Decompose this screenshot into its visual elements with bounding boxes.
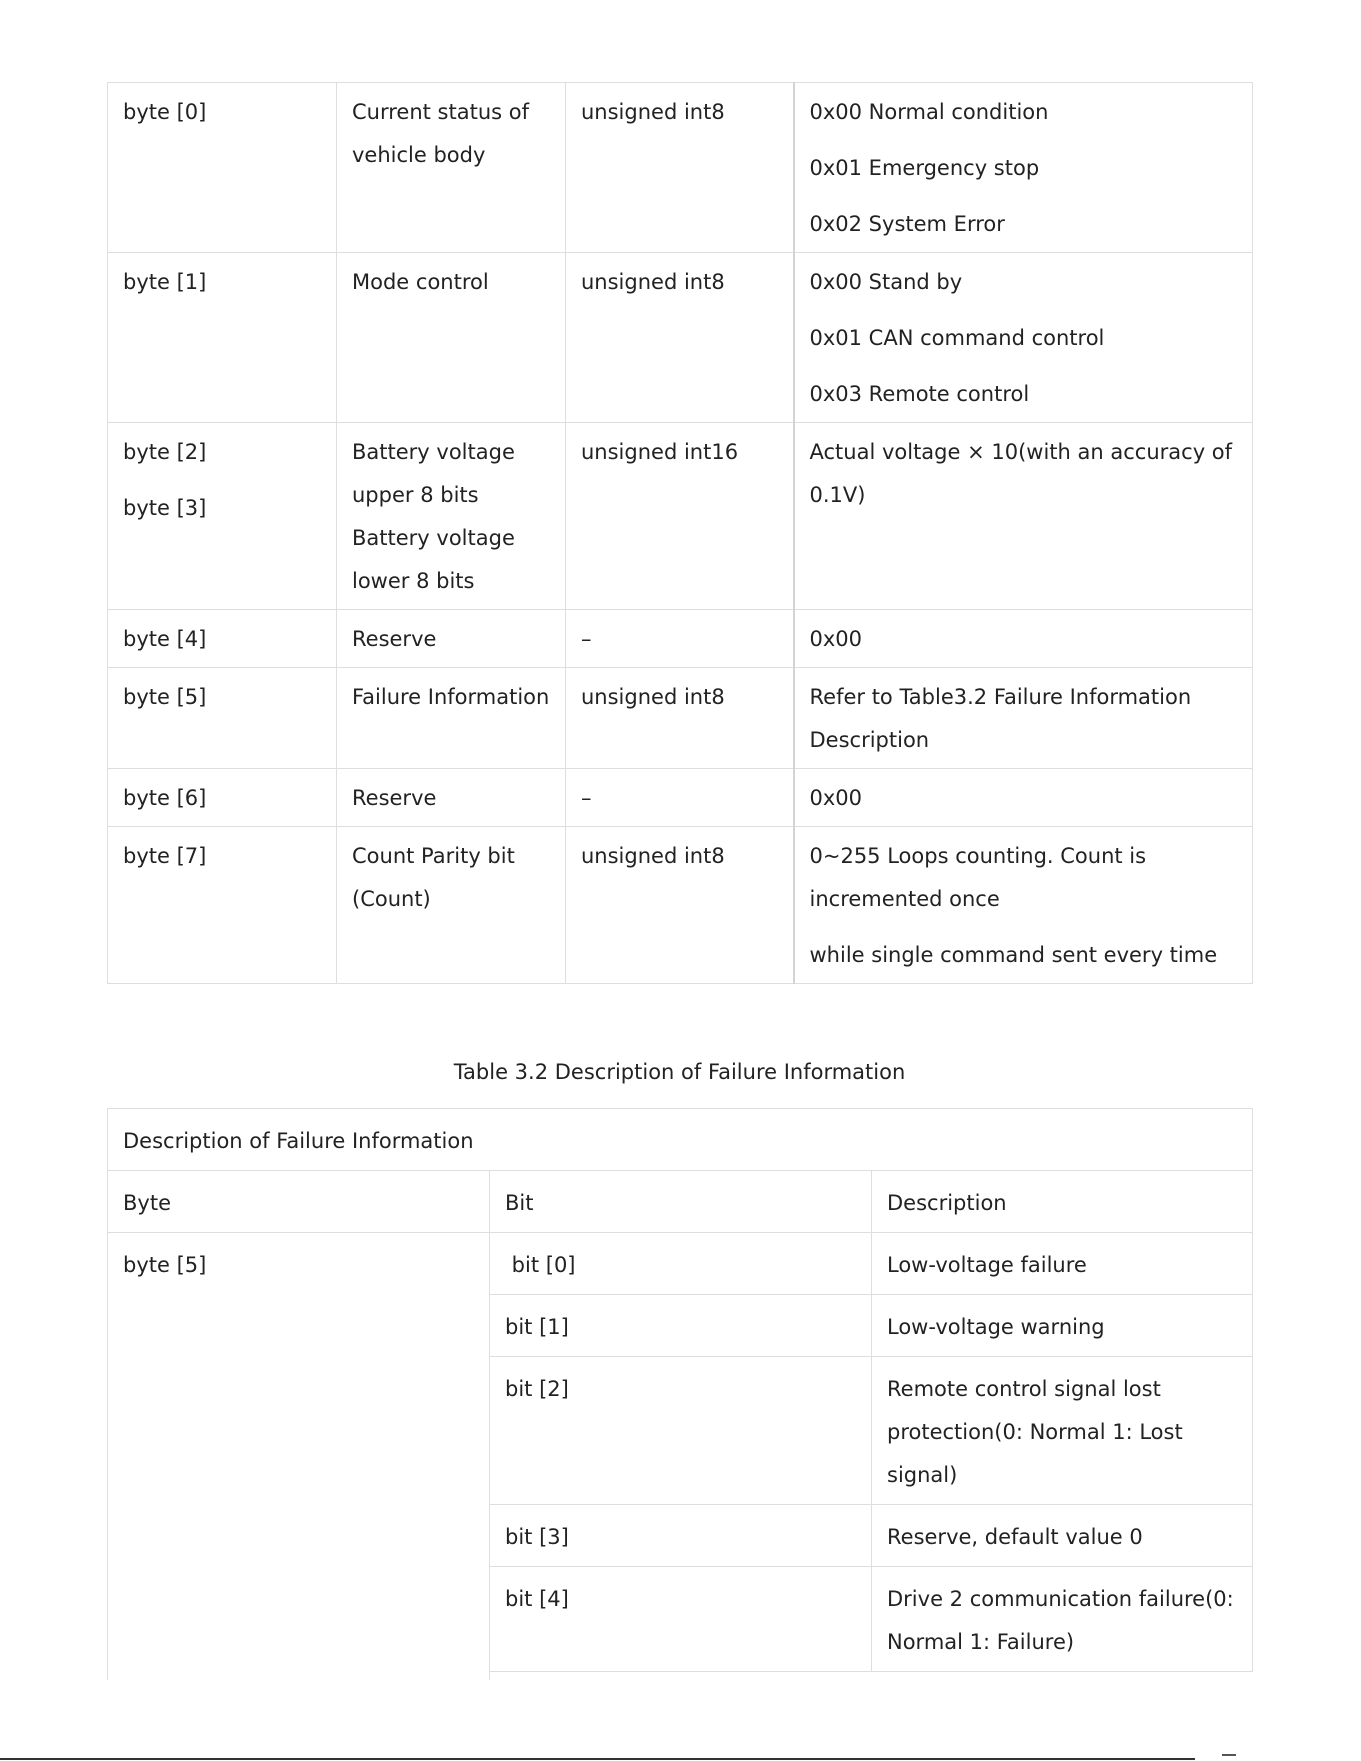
byte-cell: byte [6] <box>108 769 337 827</box>
byte-cell: byte [1] <box>108 253 337 423</box>
content-cell: Reserve <box>337 769 566 827</box>
byte-cell: byte [5] <box>108 668 337 769</box>
byte-cell: byte [4] <box>108 610 337 668</box>
description-cell: Actual voltage × 10(with an accuracy of 0.1V) <box>794 423 1253 610</box>
description-cell: 0x00 Normal condition 0x01 Emergency stop 0x02 System Error <box>794 83 1253 253</box>
bit-cell: bit [0] <box>490 1233 872 1295</box>
bit-cell: bit [3] <box>490 1505 872 1567</box>
byte-cell: byte [5] <box>108 1233 490 1672</box>
byte-cell: byte [2] byte [3] <box>108 423 337 610</box>
table-row <box>108 83 1253 253</box>
continuation-cell <box>872 1672 1253 1681</box>
content-cell: Battery voltage upper 8 bits Battery voltage lower 8 bits <box>337 423 566 610</box>
failure-info-table <box>107 1108 1253 1680</box>
description-cell: 0x00 <box>794 610 1253 668</box>
description-cell: 0x00 Stand by 0x01 CAN command control 0x03 Remote control <box>794 253 1253 423</box>
bit-cell: bit [4] <box>490 1567 872 1672</box>
can-frame-table <box>107 82 1253 984</box>
table-row <box>108 423 1253 610</box>
type-cell: unsigned int8 <box>566 253 794 423</box>
header-description: Description <box>872 1171 1253 1233</box>
table-title-row <box>108 1109 1253 1171</box>
type-cell: – <box>566 769 794 827</box>
description-cell: Low-voltage failure <box>872 1233 1253 1295</box>
table-caption: Table 3.2 Description of Failure Information <box>453 1060 906 1084</box>
table-title-cell: Description of Failure Information <box>108 1109 1253 1171</box>
continuation-cell <box>108 1672 490 1681</box>
page-bottom-rule <box>0 1758 1195 1760</box>
continuation-cell <box>490 1672 872 1681</box>
type-cell: – <box>566 610 794 668</box>
description-cell: 0~255 Loops counting. Count is incremented once while single command sent every time <box>794 827 1253 984</box>
table-row <box>108 253 1253 423</box>
type-cell: unsigned int8 <box>566 827 794 984</box>
table-row <box>108 827 1253 984</box>
content-cell: Count Parity bit (Count) <box>337 827 566 984</box>
type-cell: unsigned int8 <box>566 83 794 253</box>
description-cell: Remote control signal lost protection(0: Normal 1: Lost signal) <box>872 1357 1253 1505</box>
page-corner-mark <box>1222 1754 1236 1756</box>
description-cell: Reserve, default value 0 <box>872 1505 1253 1567</box>
header-bit: Bit <box>490 1171 872 1233</box>
table-header-row <box>108 1171 1253 1233</box>
content-cell: Current status of vehicle body <box>337 83 566 253</box>
description-cell: Drive 2 communication failure(0: Normal 1: Failure) <box>872 1567 1253 1672</box>
table-row <box>108 610 1253 668</box>
byte-cell: byte [7] <box>108 827 337 984</box>
type-cell: unsigned int16 <box>566 423 794 610</box>
byte-cell: byte [0] <box>108 83 337 253</box>
description-cell: Low-voltage warning <box>872 1295 1253 1357</box>
table-row <box>108 769 1253 827</box>
table-row <box>108 1233 1253 1295</box>
description-cell: Refer to Table3.2 Failure Information Description <box>794 668 1253 769</box>
content-cell: Reserve <box>337 610 566 668</box>
table-continuation-row <box>108 1672 1253 1681</box>
table-row <box>108 668 1253 769</box>
bit-cell: bit [1] <box>490 1295 872 1357</box>
type-cell: unsigned int8 <box>566 668 794 769</box>
bit-cell: bit [2] <box>490 1357 872 1505</box>
content-cell: Mode control <box>337 253 566 423</box>
content-cell: Failure Information <box>337 668 566 769</box>
header-byte: Byte <box>108 1171 490 1233</box>
description-cell: 0x00 <box>794 769 1253 827</box>
